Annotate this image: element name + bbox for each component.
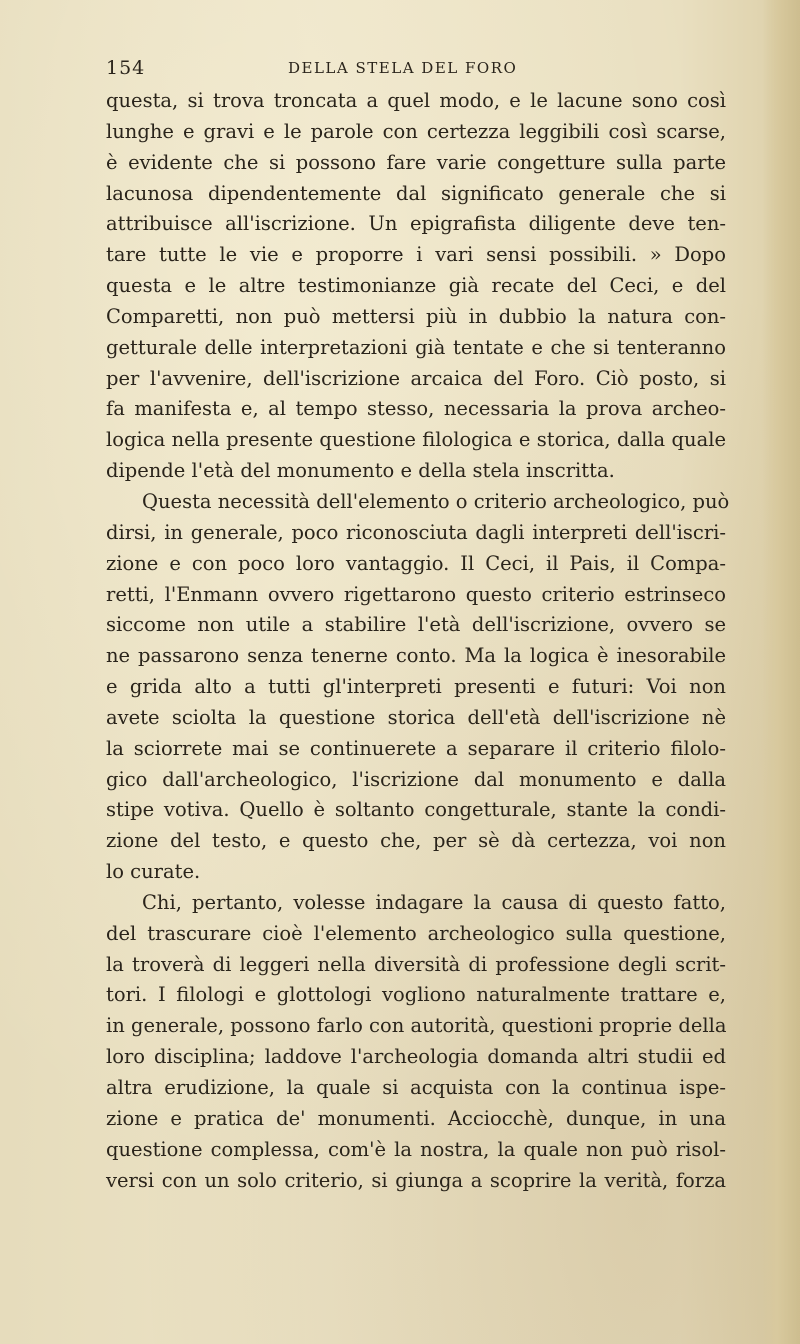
text-line: siccome non utile a stabilire l'età dell'iscrizione, ovvero se [106, 613, 726, 637]
text-line: la troverà di leggeri nella diversità di professione degli scrit- [106, 952, 726, 976]
page-number: 154 [106, 57, 146, 79]
text-line: lo curate. [106, 860, 201, 884]
text-line: questa e le altre testimonianze già recate del Ceci, e del [106, 274, 726, 298]
text-line: Questa necessità dell'elemento o criterio archeologico, può [142, 489, 730, 513]
text-line: versi con un solo criterio, si giunga a scoprire la verità, forza [106, 1168, 726, 1192]
paragraph [106, 888, 726, 1196]
text-line: zione del testo, e questo che, per sè dà certezza, voi non [106, 829, 726, 853]
text-line: per l'avvenire, dell'iscrizione arcaica del Foro. Ciò posto, si [106, 366, 726, 390]
text-line: Comparetti, non può mettersi più in dubbio la natura con- [106, 304, 726, 328]
text-line: avete sciolta la questione storica dell'età dell'iscrizione nè [106, 705, 726, 729]
text-line: la sciorrete mai se continuerete a separare il criterio filolo- [106, 736, 726, 760]
text-line: tare tutte le vie e proporre i vari sensi possibili. » Dopo [106, 243, 726, 267]
paragraph [106, 86, 726, 487]
text-line: del trascurare cioè l'elemento archeologico sulla questione, [106, 921, 726, 945]
text-line: zione e pratica de' monumenti. Acciocchè, dunque, in una [106, 1106, 726, 1130]
text-line: dirsi, in generale, poco riconosciuta dagli interpreti dell'iscri- [106, 520, 726, 544]
text-line: in generale, possono farlo con autorità, questioni proprie della [106, 1014, 727, 1038]
text-line: getturale delle interpretazioni già tentate e che si tenteranno [106, 335, 726, 359]
paragraph [106, 487, 730, 888]
text-line: fa manifesta e, al tempo stesso, necessaria la prova archeo- [106, 397, 726, 421]
text-line: gico dall'archeologico, l'iscrizione dal monumento e dalla [106, 767, 726, 791]
text-line: Chi, pertanto, volesse indagare la causa di questo fatto, [142, 890, 726, 914]
text-line: stipe votiva. Quello è soltanto congetturale, stante la condi- [106, 798, 726, 822]
page-edge [762, 0, 800, 1344]
text-line: ne passarono senza tenerne conto. Ma la logica è inesorabile [106, 644, 726, 668]
text-line: lunghe e gravi e le parole con certezza leggibili così scarse, [106, 119, 726, 143]
text-line: lacunosa dipendentemente dal significato generale che si [106, 181, 726, 205]
body-text [106, 86, 730, 1196]
text-line: questione complessa, com'è la nostra, la quale non può risol- [106, 1137, 726, 1161]
text-line: dipende l'età del monumento e della stela inscritta. [106, 459, 615, 483]
text-line: questa, si trova troncata a quel modo, e le lacune sono così [106, 89, 726, 112]
text-line: retti, l'Enmann ovvero rigettarono questo criterio estrinseco [106, 582, 726, 606]
text-line: zione e con poco loro vantaggio. Il Ceci, il Pais, il Compa- [106, 551, 726, 575]
text-line: logica nella presente questione filologica e storica, dalla quale [106, 428, 726, 452]
text-line: tori. I filologi e glottologi vogliono naturalmente trattare e, [106, 983, 726, 1007]
text-line: attribuisce all'iscrizione. Un epigrafista diligente deve ten- [106, 212, 726, 236]
text-line: loro disciplina; laddove l'archeologia domanda altri studii ed [106, 1045, 726, 1069]
text-line: e grida alto a tutti gl'interpreti presenti e futuri: Voi non [106, 675, 726, 699]
text-line: altra erudizione, la quale si acquista con la continua ispe- [106, 1076, 726, 1099]
running-title: DELLA STELA DEL FORO [288, 59, 518, 77]
text-line: è evidente che si possono fare varie congetture sulla parte [106, 150, 726, 174]
page-header [106, 57, 726, 83]
